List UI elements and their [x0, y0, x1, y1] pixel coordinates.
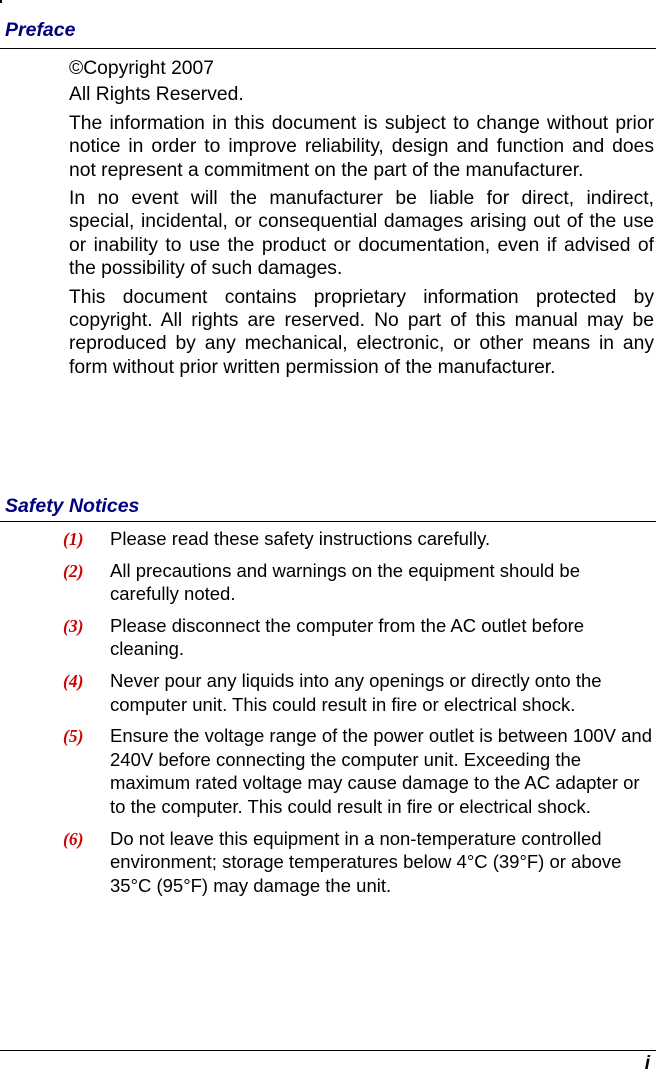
list-item-number: (1): [63, 529, 84, 549]
page-number: i: [644, 1053, 650, 1074]
list-item-number: (4): [63, 670, 84, 691]
list-item-number: (3): [63, 615, 84, 636]
list-item-text: Never pour any liquids into any openings or directly onto the computer unit. This could result in fire or electrical shock.: [110, 669, 602, 715]
list-item: [0, 669, 656, 716]
preface-heading: Preface: [5, 19, 76, 41]
rights-line: All Rights Reserved.: [69, 84, 244, 106]
preface-body: [69, 57, 654, 384]
list-item: [0, 614, 656, 661]
list-item-number: (2): [63, 560, 84, 581]
list-item-text: Please read these safety instructions carefully.: [110, 528, 491, 549]
list-item-text: Do not leave this equipment in a non-temperature controlled environment; storage temperatures below 4°C (39°F) or above 35°C (95°F) may damage the unit.: [110, 827, 622, 896]
preface-heading-rule: [0, 48, 656, 49]
footer-rule: [0, 1050, 656, 1051]
list-item-number: (6): [63, 828, 84, 849]
list-item-text: All precautions and warnings on the equipment should be carefully noted.: [110, 559, 581, 605]
preface-paragraph: This document contains proprietary information protected by copyright. All rights are reserved. No part of this manual may be reproduced by any mechanical, electronic, or other means in any form without prior written permission of the manufacturer.: [69, 286, 654, 378]
copyright-line: ©Copyright 2007: [69, 58, 214, 79]
list-item: [0, 527, 656, 551]
list-item: [0, 559, 656, 606]
safety-heading-rule: [0, 521, 656, 522]
safety-notice-list: [0, 527, 656, 905]
preface-paragraph: In no event will the manufacturer be liable for direct, indirect, special, incidental, or consequential damages arising out of the use or inability to use the product or documentation, even if advised of the possibility of such damages.: [69, 188, 654, 280]
list-item: [0, 724, 656, 818]
list-item: [0, 827, 656, 898]
preface-paragraph: The information in this document is subject to change without prior notice in order to improve reliability, design and function and does not represent a commitment on the part of the manufacturer.: [69, 112, 654, 181]
safety-notices-heading: Safety Notices: [5, 495, 140, 517]
list-item-number: (5): [63, 726, 84, 747]
list-item-text: Please disconnect the computer from the AC outlet before cleaning.: [110, 614, 585, 660]
list-item-text: Ensure the voltage range of the power outlet is between 100V and 240V before connecting the computer unit. Exceeding the maximum rated voltage may cause damage to the AC adapter or to the computer. This could result in fire or electrical shock.: [110, 725, 653, 817]
corner-crop-mark: [0, 0, 2, 3]
